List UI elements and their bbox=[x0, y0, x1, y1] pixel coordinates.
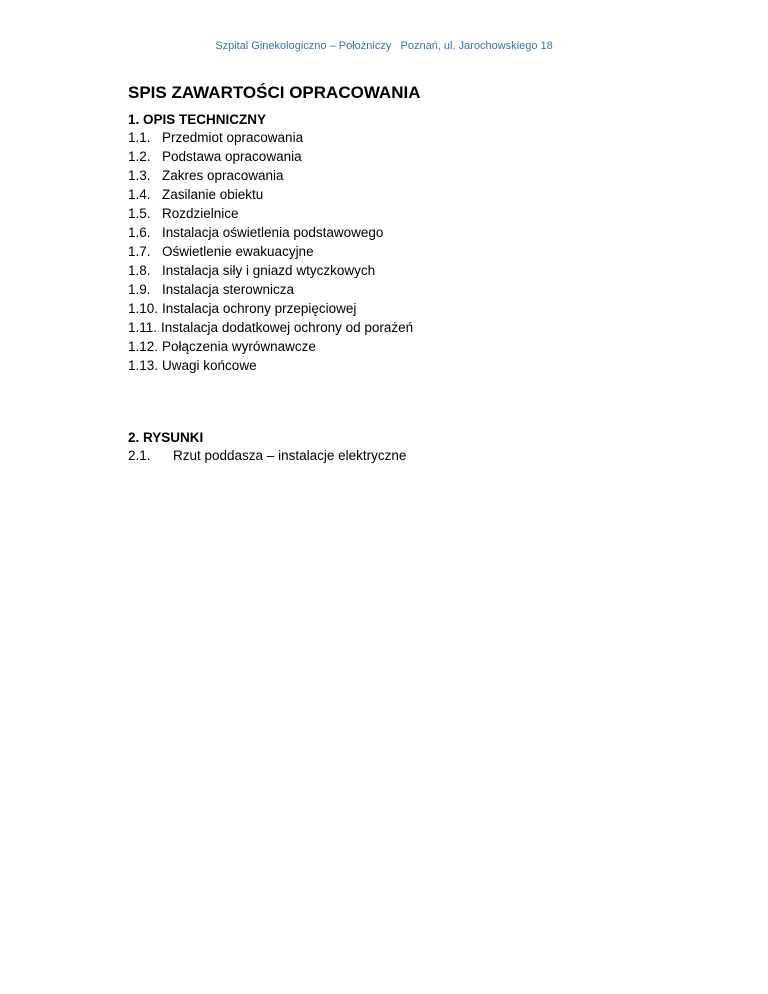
toc-item-number: 1.9. bbox=[128, 282, 151, 297]
toc-item-label: Rozdzielnice bbox=[162, 206, 239, 221]
toc-item-number: 1.8. bbox=[128, 263, 151, 278]
header-institution: Szpital Ginekologiczno – Położniczy bbox=[215, 40, 392, 52]
toc-item-number: 1.3. bbox=[128, 168, 151, 183]
toc-item-label: Instalacja ochrony przepięciowej bbox=[162, 301, 357, 316]
toc-item bbox=[128, 185, 728, 204]
toc-item bbox=[128, 299, 728, 318]
toc-item bbox=[128, 223, 728, 242]
toc-item-number: 1.12. bbox=[128, 339, 159, 354]
toc-item-number: 1.11. bbox=[128, 320, 158, 335]
toc-item-label: Instalacja dodatkowej ochrony od porażeń bbox=[161, 320, 414, 335]
section-technical-description bbox=[128, 111, 728, 375]
toc-item-number: 1.1. bbox=[128, 130, 151, 145]
toc-item bbox=[128, 204, 728, 223]
toc-item bbox=[128, 356, 728, 375]
toc-item bbox=[128, 128, 728, 147]
toc-item bbox=[128, 318, 728, 337]
toc-item bbox=[128, 242, 728, 261]
toc-item-number: 1.6. bbox=[128, 225, 151, 240]
toc-list bbox=[128, 446, 728, 465]
toc-item bbox=[128, 147, 728, 166]
toc-item-label: Podstawa opracowania bbox=[162, 149, 302, 164]
toc-item bbox=[128, 261, 728, 280]
toc-item-label: Instalacja siły i gniazd wtyczkowych bbox=[162, 263, 376, 278]
section-heading: 2. RYSUNKI bbox=[128, 430, 204, 445]
section-heading: 1. OPIS TECHNICZNY bbox=[128, 112, 267, 127]
toc-item-label: Zasilanie obiektu bbox=[162, 187, 264, 202]
page-header bbox=[0, 40, 768, 52]
toc-item bbox=[128, 280, 728, 299]
header-address: Poznań, ul. Jarochowskiego 18 bbox=[400, 40, 553, 52]
toc-item bbox=[128, 166, 728, 185]
toc-list bbox=[128, 128, 728, 375]
toc-item-label: Zakres opracowania bbox=[162, 168, 284, 183]
toc-item-number: 1.10. bbox=[128, 301, 159, 316]
toc-item-label: Instalacja sterownicza bbox=[162, 282, 295, 297]
toc-item-label: Przedmiot opracowania bbox=[162, 130, 304, 145]
toc-item-number: 1.2. bbox=[128, 149, 151, 164]
toc-item-label: Oświetlenie ewakuacyjne bbox=[162, 244, 314, 259]
document-body bbox=[128, 82, 728, 465]
toc-item-label: Instalacja oświetlenia podstawowego bbox=[162, 225, 384, 240]
toc-item-number: 2.1. bbox=[128, 448, 151, 463]
toc-item-label: Rzut poddasza – instalacje elektryczne bbox=[173, 448, 407, 463]
toc-item bbox=[128, 337, 728, 356]
toc-item-label: Uwagi końcowe bbox=[162, 358, 257, 373]
toc-item-number: 1.5. bbox=[128, 206, 151, 221]
section-drawings bbox=[128, 429, 728, 465]
toc-item-number: 1.7. bbox=[128, 244, 151, 259]
document-title: SPIS ZAWARTOŚCI OPRACOWANIA bbox=[128, 83, 421, 102]
toc-item-number: 1.13. bbox=[128, 358, 159, 373]
toc-item-label: Połączenia wyrównawcze bbox=[162, 339, 316, 354]
toc-item-number: 1.4. bbox=[128, 187, 151, 202]
toc-item bbox=[128, 446, 728, 465]
